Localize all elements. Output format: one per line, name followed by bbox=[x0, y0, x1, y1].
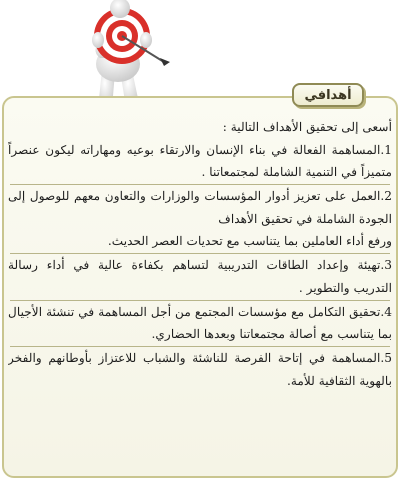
goal-2b-line-1: ورفع أداء العاملين بما يتناسب مع تحديات العصر الحديث. bbox=[107, 234, 392, 249]
goal-2-line-1: 2.العمل على تعزيز أدوار المؤسسات والوزارات والتعاون معهم للوصول إلى bbox=[8, 189, 392, 204]
goal-3-line-1: 3.تهيئة وإعداد الطاقات التدريبية لتساهم بكفاءة عالية في أداء رسالة bbox=[8, 258, 392, 273]
goal-4-line-1: 4.تحقيق التكامل مع مؤسسات المجتمع من أجل المساهمة في تنشئة الأجيال bbox=[8, 304, 392, 319]
goal-5-line-1: 5.المساهمة في إتاحة الفرصة للناشئة والشباب للاعتزاز بأوطانهم والفخر bbox=[8, 350, 392, 365]
goal-1-line-1: 1.المساهمة الفعالة في بناء الإنسان والارتقاء بوعيه ومهاراته ليكون عنصراً bbox=[8, 142, 392, 157]
goal-3-line-2: التدريب والتطوير . bbox=[298, 280, 392, 295]
goals-intro: أسعى إلى تحقيق الأهداف التالية : bbox=[222, 120, 392, 134]
goal-5-line-2: بالهوية الثقافية للأمة. bbox=[286, 373, 392, 388]
goal-4-line-2: بما يتناسب مع أصالة مجتمعاتنا وبعدها الحضاري. bbox=[151, 327, 392, 342]
goal-2-line-2: الجودة الشاملة في تحقيق الأهداف bbox=[218, 211, 392, 226]
goals-tab-label: أهدافي bbox=[292, 83, 364, 107]
goal-1-line-2: متميزاً في التنمية الشاملة لمجتمعاتنا . bbox=[201, 165, 392, 180]
goals-content bbox=[8, 116, 392, 392]
